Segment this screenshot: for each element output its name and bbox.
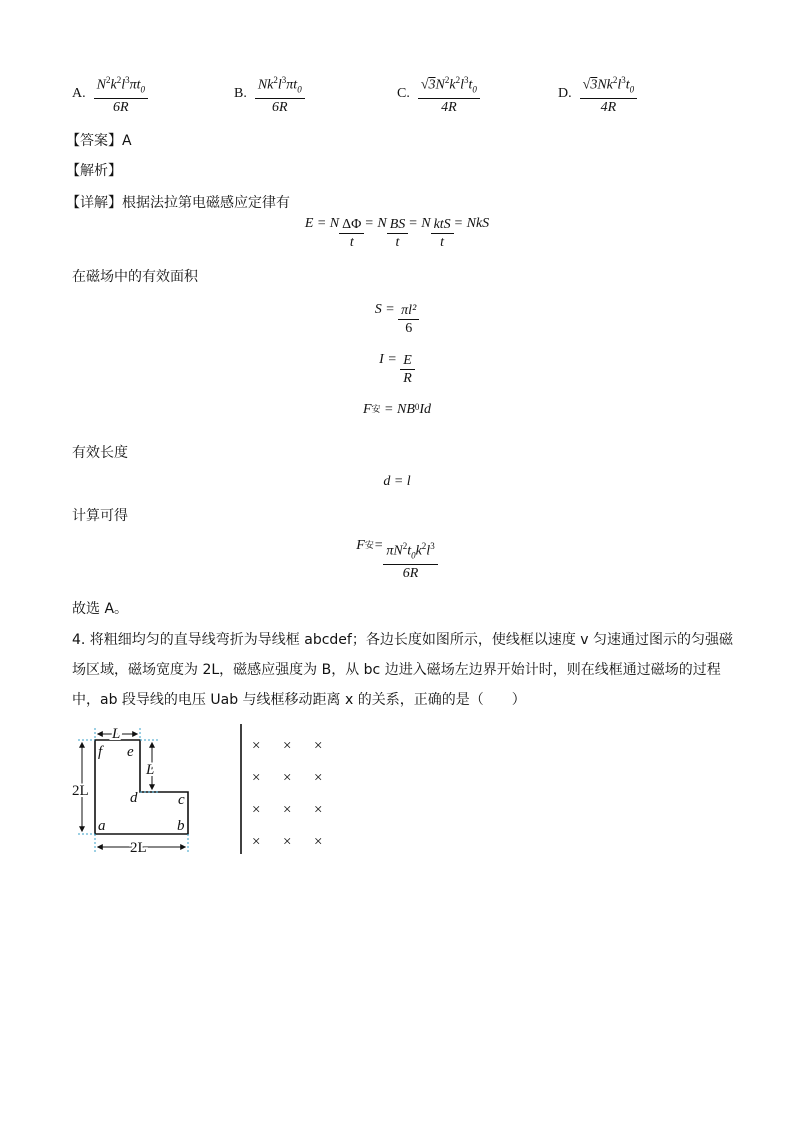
analysis-title: 【解析】 (66, 163, 122, 179)
option-a (72, 72, 148, 116)
field-cross-2-2: × (314, 802, 323, 818)
option-c (397, 72, 480, 116)
option-b-label: B. (234, 86, 247, 102)
eq-i-lhs: I = (379, 352, 397, 367)
faraday-equation (0, 216, 794, 251)
question-4-line-3: 中，ab 段导线的电压 Uab 与线框移动距离 x 的关系，正确的是（ ） (72, 692, 526, 708)
eq1-f3-den: t (440, 235, 445, 250)
field-cross-0-0: × (252, 738, 261, 754)
calc-text: 计算可得 (72, 508, 128, 524)
eq-f-tail: Id (419, 402, 432, 417)
vertex-c: c (178, 792, 185, 808)
field-symbols (252, 738, 322, 850)
current-equation (0, 352, 794, 387)
option-c-numerator: $√3N^2k^2l^3t_0$ (418, 72, 480, 99)
area-text: 在磁场中的有效面积 (72, 269, 198, 285)
eq-i-den: R (403, 371, 412, 386)
vertex-f: f (98, 744, 103, 760)
eq-s-den: 6 (405, 321, 413, 336)
eq-f2-eq: = (373, 538, 384, 553)
force-equation (0, 402, 794, 418)
eq1-mid1: = N (364, 216, 387, 231)
eq-i-num: E (400, 352, 415, 370)
option-a-label: A. (72, 86, 86, 102)
eq1-mid2: = N (408, 216, 431, 231)
field-cross-1-2: × (314, 770, 323, 786)
question-4-line-1: 4. 将粗细均匀的直导线弯折为导线框 abcdef；各边长度如图所示，使线框以速度 v 匀速通过图示的匀强磁 (72, 632, 734, 648)
frame-outline (95, 740, 188, 834)
option-c-label: C. (397, 86, 410, 102)
length-text: 有效长度 (72, 445, 128, 461)
eq1-f1-den: t (349, 235, 354, 250)
dim-right-label: L (146, 762, 155, 778)
length-equation (0, 474, 794, 490)
options-row (72, 72, 732, 116)
question-4-line-2: 场区域，磁场宽度为 2L，磁感应强度为 B，从 bc 边进入磁场左边界开始计时，则在线框通过磁场的过程 (72, 662, 721, 678)
option-d (558, 72, 637, 116)
wire-frame-figure (66, 722, 366, 862)
eq1-lhs: E = N (304, 216, 340, 231)
option-b-denominator: 6R (271, 100, 288, 116)
eq-f2-den: 6R (402, 566, 419, 582)
eq-s-num: πl² (398, 302, 419, 320)
eq-d: d = l (383, 474, 411, 489)
dim-top-label: L (112, 726, 121, 742)
conclusion: 故选 A。 (72, 601, 129, 617)
dim-left-label: 2L (72, 783, 89, 799)
option-b (234, 72, 305, 116)
eq-f2-sub: 安 (364, 540, 374, 550)
option-a-denominator: 6R (113, 100, 129, 116)
eq1-f2-den: t (395, 235, 400, 250)
area-equation (0, 302, 794, 337)
option-a-numerator: $N^2k^2l^3\pi t_0$ (94, 72, 148, 99)
field-cross-3-0: × (252, 834, 261, 850)
field-cross-2-1: × (283, 802, 292, 818)
field-cross-0-1: × (283, 738, 292, 754)
field-cross-1-0: × (252, 770, 261, 786)
eq-f2-symbol: F (356, 538, 365, 553)
eq-f-symbol: F (362, 402, 372, 417)
eq1-f3-num: ktS (431, 216, 454, 234)
vertex-d: d (130, 790, 138, 806)
field-cross-2-0: × (252, 802, 261, 818)
eq-s-lhs: S = (374, 302, 395, 317)
eq-f2-num: $\pi N^2t_0k^2l^3$ (383, 538, 437, 565)
vertex-a: a (98, 818, 106, 834)
field-cross-1-1: × (283, 770, 292, 786)
option-c-denominator: 4R (441, 100, 457, 116)
option-d-denominator: 4R (600, 100, 617, 116)
eq1-f2-num: BS (387, 216, 409, 234)
answer-line: 【答案】A (66, 133, 132, 149)
eq1-rhs: = NkS (453, 216, 490, 231)
eq1-f1-num: ΔΦ (339, 216, 364, 234)
eq-f-rhs: = NB (384, 402, 415, 417)
option-d-label: D. (558, 86, 572, 102)
field-cross-3-1: × (283, 834, 292, 850)
vertex-e: e (127, 744, 134, 760)
eq-f-sub2: 0 (414, 402, 420, 412)
detail-line: 【详解】根据法拉第电磁感应定律有 (66, 195, 290, 211)
option-b-numerator: $Nk^2l^3\pi t_0$ (255, 72, 305, 99)
dim-bottom-label: 2L (130, 840, 147, 856)
result-equation (0, 538, 794, 582)
vertex-b: b (177, 818, 185, 834)
eq-f-sub: 安 (371, 404, 381, 414)
field-cross-3-2: × (314, 834, 323, 850)
field-cross-0-2: × (314, 738, 323, 754)
option-d-numerator: $√3Nk^2l^3t_0$ (580, 72, 638, 99)
